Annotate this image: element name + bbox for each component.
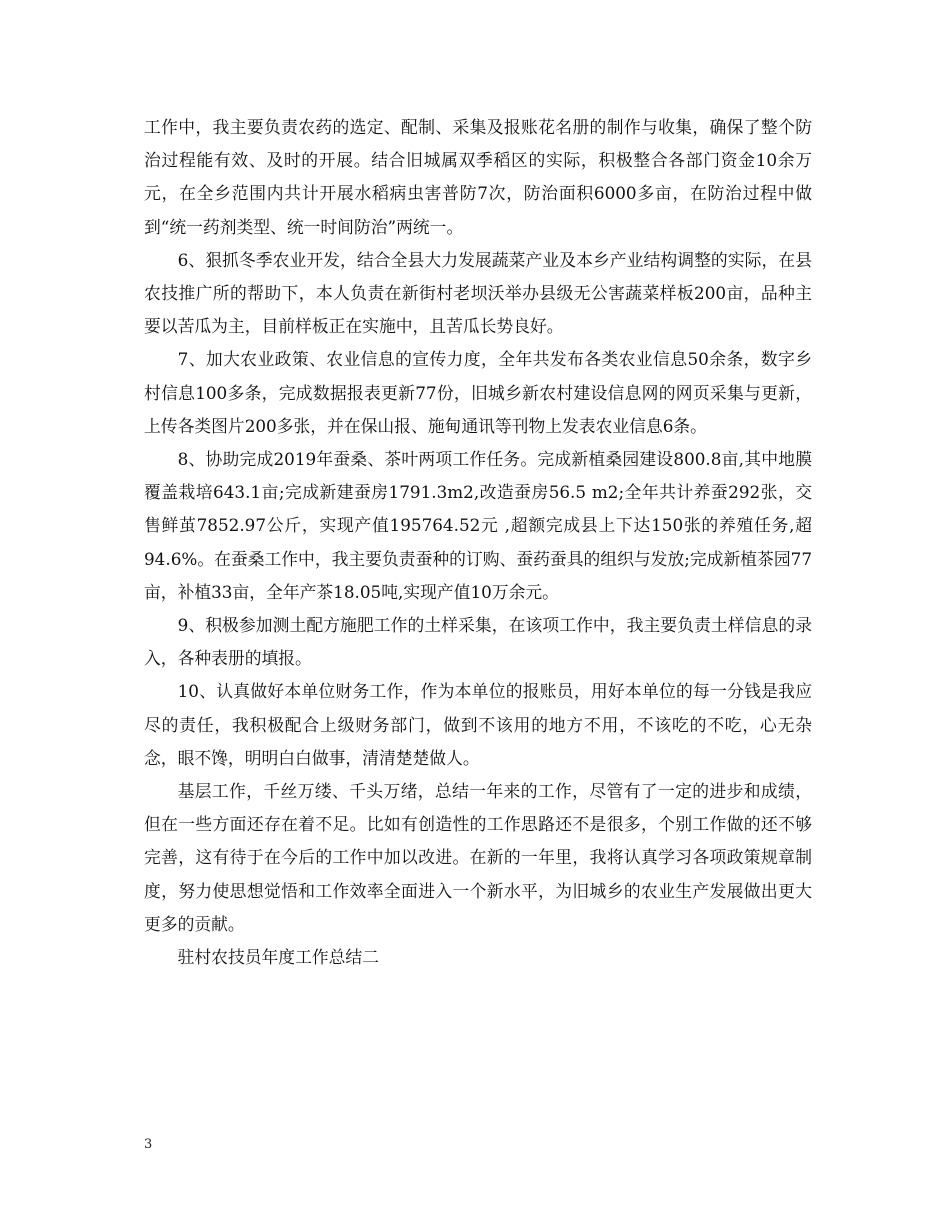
paragraph-item-7: 7、加大农业政策、农业信息的宣传力度，全年共发布各类农业信息50余条，数字乡村信息100多条，完成数据报表更新77份，旧城乡新农村建设信息网的网页采集与更新，上传各类图片200多张，并在保山报、施甸通讯等刊物上发表农业信息6条。 [144,349,812,436]
paragraph-item-8: 8、协助完成2019年蚕桑、茶叶两项工作任务。完成新植桑园建设800.8亩,其中地膜覆盖栽培643.1亩;完成新建蚕房1791.3m2,改造蚕房56.5 m2;全年共计养蚕292张，交售鲜茧7852.97公斤，实现产值195764.52元 ,超额完成县上下达150张的养殖任务,超94.6%。在蚕桑工作中，我主要负责蚕种的订购、蚕药蚕具的组织与发放;完成新植茶园77亩，补植33亩，全年产茶18.05吨,实现产值10万余元。 [144,449,812,602]
paragraph-item-10: 10、认真做好本单位财务工作，作为本单位的报账员，用好本单位的每一分钱是我应尽的责任，我积极配合上级财务部门，做到不该用的地方不用，不该吃的不吃，心无杂念，眼不馋，明明白白做事，清清楚楚做人。 [144,681,812,768]
document-body [144,111,812,974]
paragraph-pest-control-continued: 工作中，我主要负责农药的选定、配制、采集及报账花名册的制作与收集，确保了整个防治过程能有效、及时的开展。结合旧城属双季稻区的实际，积极整合各部门资金10余万元，在全乡范围内共计开展水稻病虫害普防7次，防治面积6000多亩，在防治过程中做到“统一药剂类型、统一时间防治”两统一。 [144,117,812,237]
paragraph-item-9: 9、积极参加测土配方施肥工作的土样采集，在该项工作中，我主要负责土样信息的录入，各种表册的填报。 [144,615,812,669]
paragraph-item-6: 6、狠抓冬季农业开发，结合全县大力发展蔬菜产业及本乡产业结构调整的实际，在县农技推广所的帮助下，本人负责在新街村老坝沃举办县级无公害蔬菜样板200亩，品种主要以苦瓜为主，目前样板正在实施中，且苦瓜长势良好。 [144,249,812,337]
paragraph-conclusion: 基层工作，千丝万缕、千头万绪，总结一年来的工作，尽管有了一定的进步和成绩，但在一些方面还存在着不足。比如有创造性的工作思路还不是很多，个别工作做的还不够完善，这有待于在今后的工作中加以改进。在新的一年里，我将认真学习各项政策规章制度，努力使思想觉悟和工作效率全面进入一个新水平，为旧城乡的农业生产发展做出更大更多的贡献。 [144,781,812,934]
page-number: 3 [144,1137,153,1152]
section-heading: 驻村农技员年度工作总结二 [177,947,379,968]
